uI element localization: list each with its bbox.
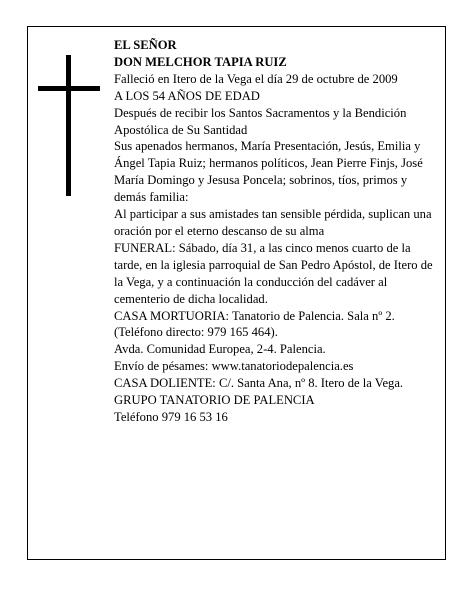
obituary-text	[114, 37, 436, 426]
family-home: CASA DOLIENTE: C/. Santa Ana, nº 8. Itero de la Vega.	[114, 376, 404, 391]
cross-icon-bar	[38, 86, 100, 91]
death-statement: Falleció en Itero de la Vega el día 29 de octubre de 2009	[114, 71, 398, 86]
family-list: Sus apenados hermanos, María Presentación, Jesús, Emilia y Ángel Tapia Ruiz; hermanos políticos, Jean Pierre Finjs, José María Domingo y Jesusa Poncela; sobrinos, tíos, primos y demás familia:	[114, 139, 423, 205]
title-line-1: EL SEÑOR	[114, 38, 177, 52]
sacraments-statement: Después de recibir los Santos Sacramentos y la Bendición Apostólica de Su Santidad	[114, 105, 407, 137]
deceased-name: DON MELCHOR TAPIA RUIZ	[114, 54, 287, 69]
funeral-group: GRUPO TANATORIO DE PALENCIA	[114, 393, 315, 408]
cross-icon	[66, 55, 71, 196]
funeral-details: FUNERAL: Sábado, día 31, a las cinco menos cuarto de la tarde, en la iglesia parroquial de San Pedro Apóstol, de Itero de la Vega, y a continuación la conducción del cadáver al cementerio de dicha localidad.	[114, 240, 433, 306]
mortuary-address: Avda. Comunidad Europea, 2-4. Palencia.	[114, 342, 326, 357]
prayer-request: Al participar a sus amistades tan sensible pérdida, suplican una oración por el eterno descanso de su alma	[114, 207, 432, 238]
age-statement: A LOS 54 AÑOS DE EDAD	[114, 88, 260, 103]
condolences-website: Envío de pésames: www.tanatoriodepalencia.es	[114, 359, 354, 374]
mortuary-info: CASA MORTUORIA: Tanatorio de Palencia. Sala nº 2. (Teléfono directo: 979 165 464).	[114, 308, 395, 340]
group-phone: Teléfono 979 16 53 16	[114, 409, 228, 424]
